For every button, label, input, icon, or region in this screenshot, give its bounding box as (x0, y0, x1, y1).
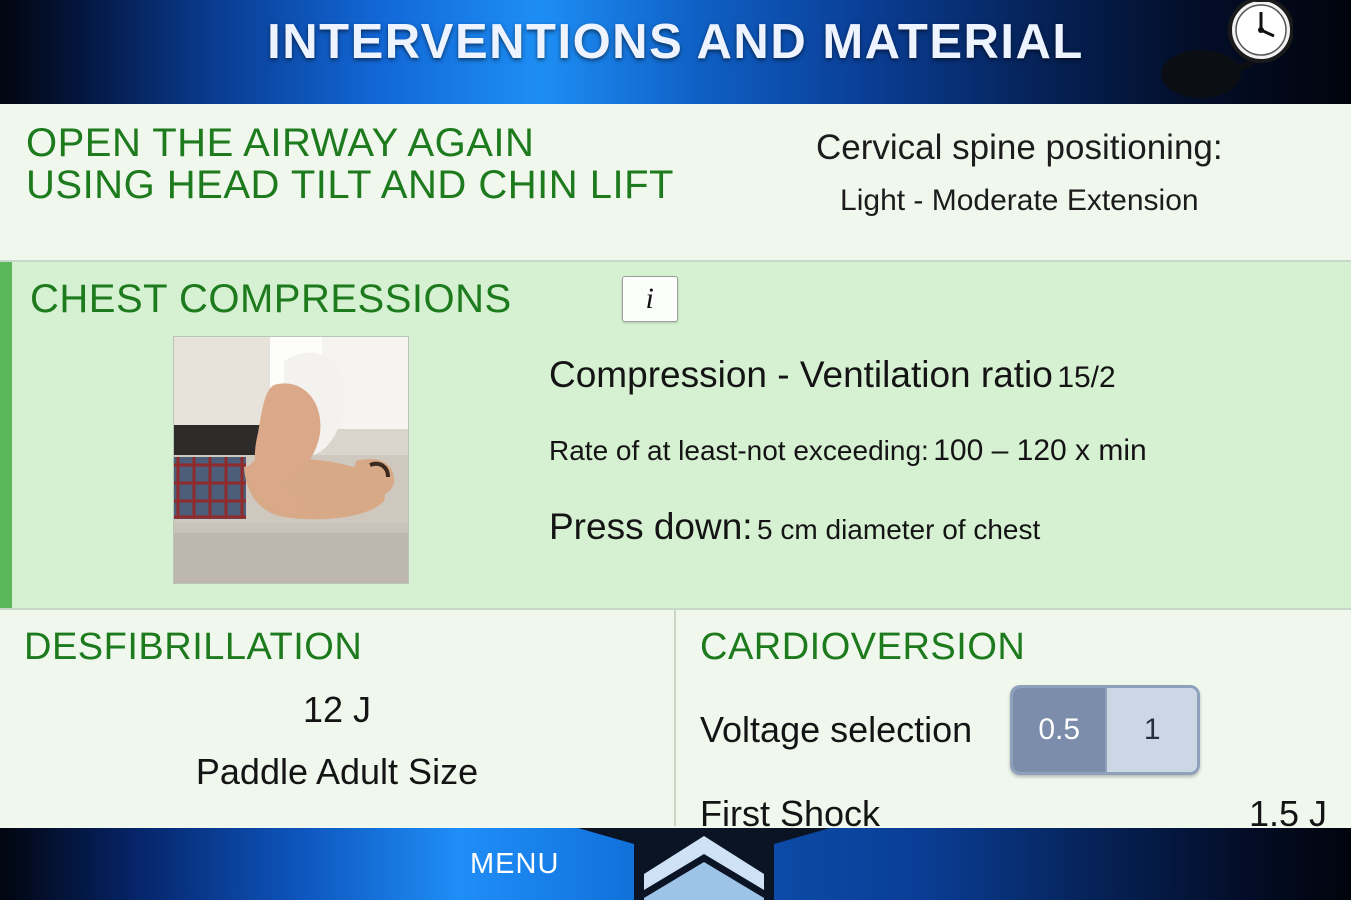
page-title: INTERVENTIONS AND MATERIAL (267, 15, 1084, 69)
airway-title-block (26, 122, 816, 218)
compression-details (549, 336, 1147, 586)
airway-title-line2: USING HEAD TILT AND CHIN LIFT (26, 163, 674, 207)
defibrillation-energy: 12 J (302, 689, 372, 730)
section-split (0, 610, 1351, 826)
defibrillation-paddle: Paddle Adult Size (195, 751, 479, 792)
rate-value: 100 – 120 x min (933, 434, 1147, 467)
info-button[interactable]: i (622, 276, 678, 322)
chevron-up-icon[interactable] (578, 828, 830, 900)
airway-title-line1: OPEN THE AIRWAY AGAIN (26, 121, 535, 165)
voltage-option-selected[interactable]: 0.5 (1013, 688, 1105, 772)
chest-compressions-title: CHEST COMPRESSIONS (30, 276, 512, 321)
cervical-label: Cervical spine positioning: (816, 128, 1223, 167)
section-airway[interactable] (0, 104, 1351, 262)
depth-value: 5 cm diameter of chest (757, 514, 1041, 545)
section-chest-compressions[interactable] (0, 262, 1351, 610)
ratio-label: Compression - Ventilation ratio (549, 354, 1053, 395)
ratio-row (549, 354, 1147, 396)
cervical-block (816, 122, 1223, 218)
menu-button[interactable]: MENU (470, 848, 560, 880)
rate-row (549, 434, 1147, 468)
cervical-value: Light - Moderate Extension (840, 184, 1199, 217)
ratio-value: 15/2 (1057, 361, 1116, 394)
cardioversion-title: CARDIOVERSION (700, 626, 1026, 668)
app-header (0, 0, 1351, 104)
first-shock-value: 1.5 J (1248, 793, 1327, 828)
first-shock-label: First Shock (700, 793, 881, 828)
voltage-selection-label: Voltage selection (700, 709, 973, 750)
section-defibrillation[interactable] (0, 610, 676, 826)
depth-label: Press down: (549, 506, 753, 547)
stopwatch-icon (1153, 0, 1293, 104)
voltage-segmented-control[interactable] (1010, 685, 1200, 775)
defibrillation-title: DESFIBRILLATION (24, 626, 363, 668)
voltage-option-other[interactable]: 1 (1105, 688, 1197, 772)
rate-label: Rate of at least-not exceeding: (549, 435, 929, 466)
content-area (0, 104, 1351, 828)
depth-row (549, 506, 1147, 548)
app-footer (0, 828, 1351, 900)
cpr-photo[interactable] (173, 336, 409, 584)
section-cardioversion[interactable] (676, 610, 1351, 826)
